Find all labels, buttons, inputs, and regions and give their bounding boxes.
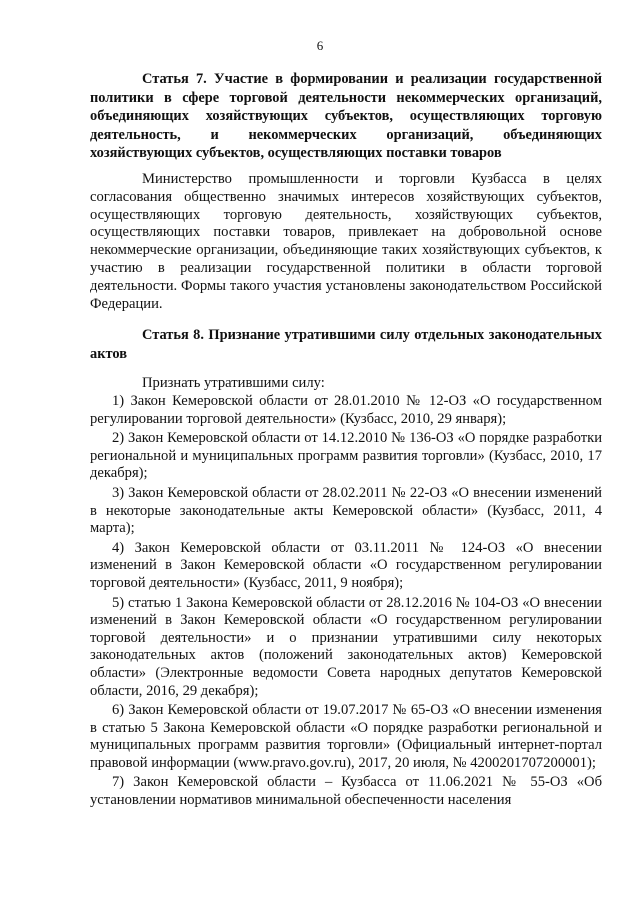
article-7-heading: Статья 7. Участие в формировании и реализации государственной политики в сфере торговой деятельности некоммерческих организаций, объединяющих хозяйствующих субъектов, осуществляющих торговую деятельность, и некоммерческих организаций, объединяющих хозяйствующих субъектов, осуществляющих поставки товаров <box>90 71 602 161</box>
list-item: 2) Закон Кемеровской области от 14.12.2010 № 136-ОЗ «О порядке разработки региональной и муниципальных программ развития торговли» (Кузбасс, 2010, 17 декабря); <box>90 430 602 482</box>
article-8-heading: Статья 8. Признание утратившими силу отдельных законодательных актов <box>90 327 602 362</box>
repealed-acts-list <box>90 393 602 812</box>
list-item: 1) Закон Кемеровской области от 28.01.2010 № 12-ОЗ «О государственном регулировании торговой деятельности» (Кузбасс, 2010, 29 января); <box>90 393 602 427</box>
article-7-text: Министерство промышленности и торговли Кузбасса в целях согласования общественно значимых интересов хозяйствующих субъектов, осуществляющих торговую деятельность, хозяйствующих субъектов, осуществляющих поставки товаров, привлекает на добровольной основе некоммерческие организации, объединяющие таких хозяйствующих субъектов, к участию в реализации государственной политики в области торговой деятельности. Формы такого участия установлены законодательством Российской Федерации. <box>90 171 602 312</box>
article-8-lead: Признать утратившими силу: <box>142 375 325 391</box>
list-item: 6) Закон Кемеровской области от 19.07.2017 № 65-ОЗ «О внесении изменения в статью 5 Закона Кемеровской области «О порядке разработки региональной и муниципальных программ развития торговли» (Официальный интернет-портал правовой информации (www.pravo.gov.ru), 2017, 20 июля, № 4200201707200001); <box>90 702 602 771</box>
list-item: 4) Закон Кемеровской области от 03.11.2011 № 124-ОЗ «О внесении изменений в Закон Кемеровской области «О государственном регулировании торговой деятельности» (Кузбасс, 2011, 9 ноября); <box>90 539 602 591</box>
list-item: 5) статью 1 Закона Кемеровской области от 28.12.2016 № 104-ОЗ «О внесении изменений в Закон Кемеровской области «О государственном регулировании торговой деятельности» и о признании утратившими силу некоторых законодательных актов (положений законодательных актов) Кемеровской области» (Электронные ведомости Совета народных депутатов Кемеровской области, 2016, 29 декабря); <box>90 594 602 699</box>
page-number: 6 <box>316 38 324 53</box>
list-item: 7) Закон Кемеровской области – Кузбасса от 11.06.2021 № 55-ОЗ «Об установлении нормативов минимальной обеспеченности населения <box>90 774 602 809</box>
list-item: 3) Закон Кемеровской области от 28.02.2011 № 22-ОЗ «О внесении изменений в некоторые законодательные акты Кемеровской области» (Кузбасс, 2011, 4 марта); <box>90 484 602 537</box>
